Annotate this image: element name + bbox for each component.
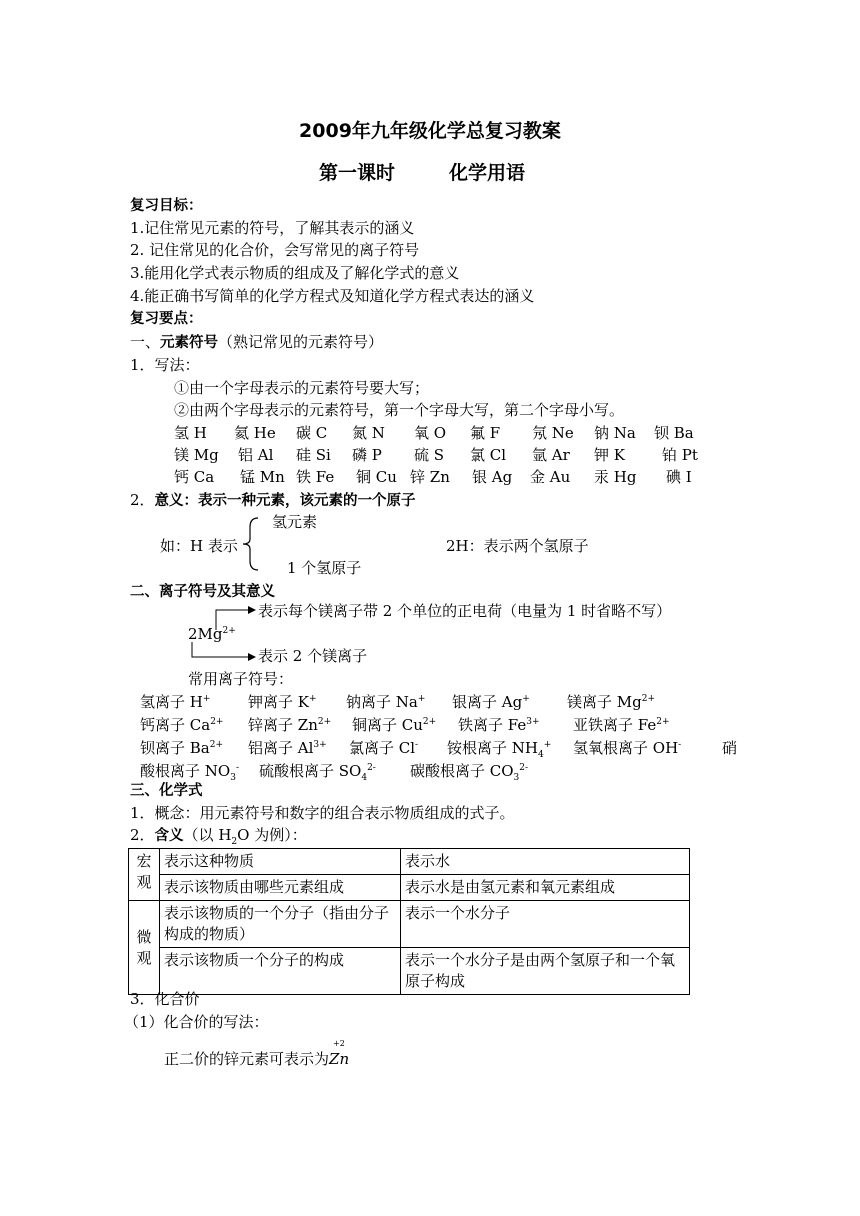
goal-item: 2. 记住常见的化合价，会写常见的离子符号 — [130, 241, 420, 259]
section-1-heading — [130, 335, 383, 351]
element-symbol: 氩 Ar — [532, 446, 570, 464]
goal-item: 4.能正确书写简单的化学方程式及知道化学方程式表达的涵义 — [130, 287, 535, 305]
element-symbol: 氯 Cl — [470, 446, 507, 464]
lesson-subtitle-right: 化学用语 — [449, 162, 526, 184]
element-symbol: 氮 N — [352, 424, 385, 442]
ion-item — [452, 695, 530, 710]
ion-charge: + — [543, 740, 552, 750]
formula-meaning-line — [130, 826, 307, 847]
ion-item — [248, 695, 317, 710]
ion-charge: 2+ — [422, 717, 437, 727]
ion-charge: - — [415, 740, 419, 750]
element-symbol: 氢 H — [174, 424, 207, 442]
concept-number: 1． — [130, 804, 155, 822]
element-symbol: 碘 I — [666, 468, 692, 486]
ion-name: 钠离子 Na — [346, 693, 418, 711]
macro-label-2: 观 — [136, 873, 152, 891]
formula-meaning-example-end: O 为例）： — [237, 826, 307, 844]
section-3-heading: 三、化学式 — [130, 783, 203, 799]
element-symbol: 汞 Hg — [594, 468, 637, 486]
valence-sign: +2 — [333, 1039, 345, 1048]
example-top: 氢元素 — [272, 513, 318, 531]
meaning-text: 意义：表示一种元素，该元素的一个原子 — [154, 493, 416, 509]
formula-meaning-example: （以 H — [183, 826, 232, 844]
ion-item — [573, 741, 681, 756]
valence-label: 3．化合价 — [130, 990, 200, 1008]
formula-meaning-number: 2． — [130, 826, 155, 844]
ion-item — [140, 762, 239, 783]
ion-item — [410, 762, 529, 783]
ion-name: 钙离子 Ca — [140, 716, 211, 734]
valence-element: Zn — [329, 1050, 350, 1068]
section-1-note: （熟记常见的元素符号） — [218, 333, 384, 351]
ion-item — [259, 762, 376, 783]
meaning-line — [130, 493, 416, 509]
element-symbol: 氟 F — [470, 424, 501, 442]
ion-name: 氢氧根离子 OH — [573, 739, 679, 757]
ion-item — [458, 718, 540, 733]
ion-charge: 2+ — [317, 717, 332, 727]
meaning-number: 2． — [130, 491, 155, 509]
macro-label-cell — [129, 849, 160, 901]
writing-label: 1．写法： — [130, 356, 200, 374]
ion-arrows-icon — [186, 602, 262, 666]
ion-name: 铵根离子 NH — [447, 739, 538, 757]
table-cell: 表示水 — [401, 849, 690, 875]
ion-item — [349, 741, 418, 756]
ion-name: 硝 — [722, 739, 738, 757]
ion-name: 银离子 Ag — [452, 693, 523, 711]
element-row — [0, 426, 860, 444]
writing-rule-1: ①由一个字母表示的元素符号要大写； — [174, 379, 430, 397]
section-1-prefix: 一、 — [130, 333, 161, 351]
element-symbol: 磷 P — [352, 446, 382, 464]
ion-item — [248, 718, 331, 733]
element-symbol: 氖 Ne — [532, 424, 574, 442]
ion-bottom-meaning: 表示 2 个镁离子 — [258, 647, 368, 665]
ion-charge: 2+ — [641, 694, 656, 704]
element-symbol: 碳 C — [296, 424, 328, 442]
ion-name: 钾离子 K — [248, 693, 309, 711]
micro-label-1: 微 — [136, 927, 152, 946]
ion-item — [248, 741, 327, 756]
ion-subscript: 3 — [513, 773, 520, 783]
element-symbol: 氧 O — [414, 424, 447, 442]
valence-example-text: 正二价的锌元素可表示为 — [164, 1050, 330, 1068]
concept-text: 概念：用元素符号和数字的组合表示物质组成的式子。 — [154, 804, 515, 822]
page-title: 2009年九年级化学总复习教案 — [299, 120, 561, 142]
ion-name: 碳酸根离子 CO — [410, 762, 514, 780]
goals-heading: 复习目标： — [130, 198, 203, 214]
element-symbol: 银 Ag — [472, 468, 513, 486]
common-ions-label: 常用离子符号： — [188, 670, 294, 688]
table-cell: 表示该物质一个分子的构成 — [160, 948, 401, 995]
goal-item: 1.记住常见元素的符号，了解其表示的涵义 — [130, 219, 415, 237]
table-cell: 表示水是由氢元素和氧元素组成 — [401, 875, 690, 901]
ion-item — [346, 695, 425, 710]
element-symbol: 钠 Na — [594, 424, 636, 442]
formula-meaning-table — [128, 848, 690, 995]
ion-top-meaning: 表示每个镁离子带 2 个单位的正电荷（电量为 1 时省略不写） — [258, 602, 672, 620]
goal-item: 3.能用化学式表示物质的组成及了解化学式的意义 — [130, 264, 460, 282]
table-cell: 表示该物质的一个分子（指由分子构成的物质） — [160, 901, 401, 948]
element-symbol: 铜 Cu — [356, 468, 397, 486]
ion-item — [140, 695, 210, 710]
example-label: 如：H 表示 — [160, 537, 238, 555]
element-symbol: 铂 Pt — [662, 446, 698, 464]
element-symbol: 金 Au — [530, 468, 571, 486]
element-row — [0, 470, 860, 488]
valence-subheading: （1）化合价的写法： — [124, 1013, 269, 1031]
element-symbol: 锰 Mn — [240, 468, 285, 486]
element-symbol: 钾 K — [594, 446, 625, 464]
table-row — [129, 849, 690, 875]
ion-charge: 2+ — [210, 717, 224, 727]
valence-example — [164, 1039, 350, 1068]
ion-item — [140, 741, 223, 756]
table-row — [129, 948, 690, 995]
ion-name: 铁离子 Fe — [458, 716, 527, 734]
element-symbol: 钙 Ca — [174, 468, 215, 486]
lesson-subtitle-left: 第一课时 — [319, 162, 396, 184]
ion-charge: 2+ — [209, 740, 224, 750]
table-row — [129, 901, 690, 948]
valence-symbol — [329, 1039, 350, 1068]
ion-name: 镁离子 Mg — [567, 693, 642, 711]
ion-name: 酸根离子 NO — [140, 762, 231, 780]
macro-label-1: 宏 — [136, 852, 152, 870]
element-symbol: 镁 Mg — [174, 446, 219, 464]
ion-name: 铝离子 Al — [248, 739, 314, 757]
element-symbol: 硫 S — [414, 446, 445, 464]
ion-charge: 3+ — [526, 717, 540, 727]
ion-charge: 2- — [519, 763, 529, 773]
example-2h: 2H：表示两个氢原子 — [446, 537, 589, 555]
ion-subscript: 4 — [537, 750, 544, 760]
ion-charge: 2+ — [656, 717, 670, 727]
ion-charge: - — [235, 763, 239, 773]
points-heading: 复习要点： — [130, 311, 203, 327]
table-cell: 表示该物质由哪些元素组成 — [160, 875, 401, 901]
ion-name: 硫酸根离子 SO — [259, 762, 362, 780]
element-symbol: 氦 He — [234, 424, 276, 442]
ion-item — [567, 695, 655, 710]
ion-charge: 2- — [367, 763, 376, 773]
micro-label-cell — [129, 901, 160, 995]
ion-name: 铜离子 Cu — [352, 716, 423, 734]
element-symbol: 锌 Zn — [410, 468, 450, 486]
ion-charge: + — [202, 694, 211, 704]
ion-charge: + — [417, 694, 426, 704]
ion-charge: + — [308, 694, 317, 704]
ion-item — [573, 718, 670, 733]
element-symbol: 铁 Fe — [296, 468, 335, 486]
table-row — [129, 875, 690, 901]
writing-rule-2: ②由两个字母表示的元素符号，第一个字母大写，第二个字母小写。 — [174, 401, 625, 419]
table-cell: 表示这种物质 — [160, 849, 401, 875]
table-cell: 表示一个水分子是由两个氢原子和一个氧原子构成 — [401, 948, 690, 995]
ion-name: 氢离子 H — [140, 693, 203, 711]
ion-symbol-charge: 2+ — [222, 626, 236, 636]
ion-name: 锌离子 Zn — [248, 716, 318, 734]
element-row — [0, 448, 860, 466]
ion-charge: 3+ — [313, 740, 327, 750]
ion-item — [352, 718, 436, 733]
brace-icon — [240, 517, 260, 571]
micro-label-2: 观 — [136, 948, 152, 967]
example-bottom: 1 个氢原子 — [287, 559, 362, 577]
ion-charge: - — [678, 740, 682, 750]
section-2-heading: 二、离子符号及其意义 — [130, 584, 275, 600]
formula-subscript: 2 — [231, 837, 238, 847]
element-symbol: 硅 Si — [296, 446, 331, 464]
concept-line — [130, 806, 515, 821]
element-symbol: 铝 Al — [238, 446, 274, 464]
ion-item — [447, 739, 552, 760]
element-symbol: 钡 Ba — [654, 424, 694, 442]
table-cell: 表示一个水分子 — [401, 901, 690, 948]
ion-charge: + — [522, 694, 530, 704]
ion-item — [140, 718, 223, 733]
ion-name: 钡离子 Ba — [140, 739, 210, 757]
ion-subscript: 3 — [230, 773, 236, 783]
ion-subscript: 4 — [361, 773, 368, 783]
ion-symbol-text: 2Mg — [188, 625, 223, 643]
section-1-title: 元素符号 — [160, 335, 219, 351]
ion-item — [722, 741, 737, 756]
ion-name: 亚铁离子 Fe — [573, 716, 657, 734]
ion-name: 氯离子 Cl — [349, 739, 416, 757]
formula-meaning-text: 含义 — [154, 828, 184, 844]
